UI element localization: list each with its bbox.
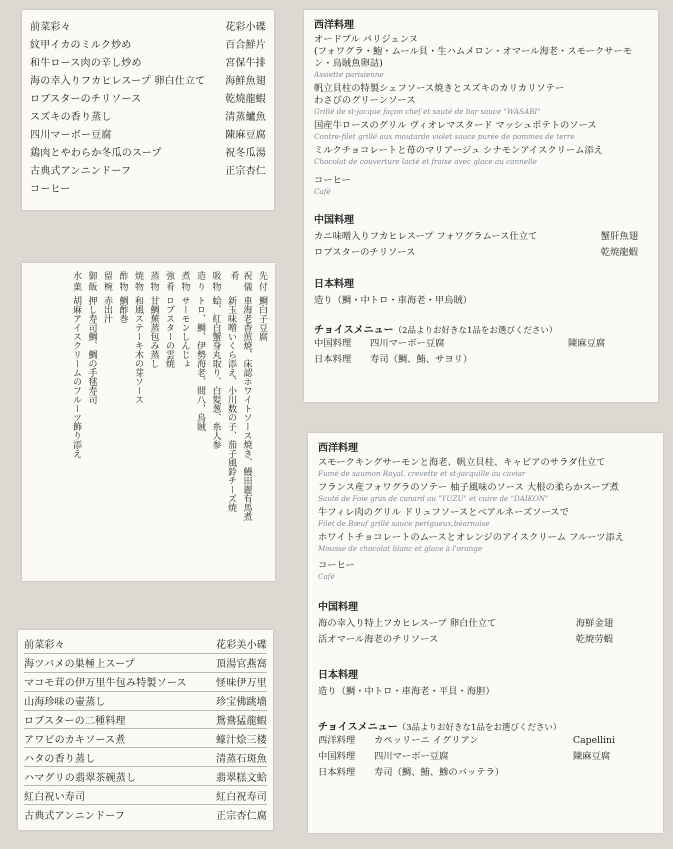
dish-ja: スズキの香り蒸し [30,112,112,124]
dish-cn: 百合鮮片 [225,39,266,51]
dish-ja: ロブスターのチリソース [30,93,142,105]
dish-ja: コーヒー [30,184,71,196]
course-dish: トロ、鯛、伊勢海老、間八、烏賊 [195,296,205,431]
chinese-dish-row [318,616,653,632]
dish-ja: 前菜彩々 [30,21,71,33]
course-category: 焼物 [133,271,143,293]
dish-ja: 紋甲イカのミルク炒め [30,39,132,51]
course-list [24,635,267,824]
kaiseki-course [254,271,270,573]
course-item [30,125,266,143]
course-dish: 鯛白子豆腐 [257,296,267,341]
western-dish-french: Chocolat de couverture lacté et fraise avec glace au cannelle [314,157,537,166]
course-category: 酢物 [117,271,128,293]
dish-cn: 陳麻豆腐 [225,130,266,142]
western-dish: 帆立貝柱の特製シェフソース焼きとスズキのカリカリソテー [314,83,565,94]
japanese-section-heading: 日本料理 [314,279,354,290]
course-item [30,161,266,179]
dish-ja: ロブスターの二種料理 [24,716,126,727]
dish-ja: 古典式アンニンドーフ [24,810,126,822]
dish-ja: 活オマール海老のチリソース [318,634,439,645]
choice-menu-note: （3品よりお好きな1品をお選びください） [397,723,562,733]
dish-ja: 前菜彩々 [24,640,65,652]
western-dish: オードブル パリジェンヌ [314,34,419,45]
course-item [24,673,267,692]
kaiseki-course [145,271,161,573]
dish-cn: 乾焼龍蝦 [600,247,638,258]
course-category: 祝儀肴 [228,271,252,293]
choice-label: 中国料理 [314,338,352,349]
course-item [30,88,266,106]
dish-ja: 海ツバメの巣極上スープ [24,659,135,671]
choice-menu-heading [318,718,653,733]
dish-ja: 紅白祝い寿司 [24,791,86,803]
kaiseki-course [223,271,239,573]
course-category: 造り [195,271,205,293]
kaiseki-course [68,271,84,573]
dish-cn: 怪味伊万里 [216,678,267,690]
western-dish: コーヒー [318,560,355,571]
kaiseki-course [192,271,208,573]
western-dish-french: Mousse de chocolat blanc et glace à l'orange [318,544,483,553]
choice-row [318,765,653,781]
western-dish: コーヒー [314,175,351,186]
western-section-heading: 西洋料理 [318,443,358,454]
western-dish: ホワイトチョコレートのムースとオレンジのアイスクリーム フルーツ添え [318,532,625,543]
dish-ja: 鶏肉とやわらか冬瓜のスープ [30,148,162,160]
western-dish-french: Filet de Bœuf grillé sauce perigueux,béarnaise [318,519,490,528]
international-menu-card-1 [304,10,658,402]
dish-cn: 正宗杏仁 [225,166,266,178]
course-dish: 鯛酢巻 [117,296,128,323]
course-dish: 赤出汁 [102,296,112,323]
dish-ja: ハマグリの翡翠茶碗蒸し [24,772,137,784]
course-item [30,106,266,124]
kaiseki-course [176,271,192,573]
western-dish: 国産牛ロースのグリル ヴィオレマスタード マッシュポテトのソース [314,120,597,131]
dish-ja: 四川マーボー豆腐 [30,130,112,142]
course-item [30,143,266,161]
japanese-section-heading: 日本料理 [318,670,358,681]
choice-dish: 寿司（鯛、鮪、サヨリ） [370,354,473,365]
course-category: 強肴 [164,271,174,293]
japanese-dish [318,684,653,700]
choice-cn: 陳麻豆腐 [568,338,606,349]
course-category: 御飯 [86,271,97,293]
dish-ja: アワビのカキソース煮 [24,734,126,746]
course-dish: 胡麻アイスクリームのフルーツ飾り添え [71,296,81,458]
dish-ja: 古典式アンニンドーフ [30,166,132,178]
western-dish-french: Assiette parisienne [314,70,384,79]
choice-label: 西洋料理 [318,735,356,746]
course-category: 煮物 [179,271,190,293]
western-dish-french: Grillé de st-jacque façon chef et sauté de bar sauce "WASABI" [314,107,541,116]
chinese-section-heading: 中国料理 [314,215,354,226]
course-item [24,635,267,654]
choice-dish: 四川マーボー豆腐 [370,338,445,349]
choice-row [318,749,653,765]
course-dish: サーモンしんじょ [179,296,190,368]
western-dish: 牛フィレ肉のグリル ドリュフソースとベアルネーズソースで [318,507,569,518]
dish-ja: カニ味噌入りフカヒレスープ フォワグラムース仕立て [314,231,538,242]
choice-label: 中国料理 [318,751,356,762]
course-item [24,786,267,805]
choice-menu-title: チョイスメニュー [318,722,398,733]
course-item [24,711,267,730]
western-dish: フランス産フォワグラのソテー 柚子風味のソース 大根の柔らかスープ煮 [318,482,619,493]
dish-cn: 海鮮金翅 [575,618,613,629]
course-item [30,16,266,34]
dish-cn: 珍宝佛跳墻 [216,697,267,709]
dish-cn: 海鮮魚翅 [225,75,266,87]
choice-menu-heading [314,321,648,336]
japanese-dish [314,293,648,309]
dish-cn: 花彩小碟 [225,21,266,33]
western-dish-french: Fumé de saumon Royal, crevette et st-jacquille au caviar [318,469,526,478]
course-item [24,692,267,711]
chinese-section-heading: 中国料理 [318,602,358,613]
choice-menu-note: （2品よりお好きな1品をお選びください） [393,326,558,336]
course-category: 留椀 [102,271,112,293]
kaiseki-course [130,271,146,573]
course-item [30,34,266,52]
choice-dish: 寿司（鯛、鮪、鯵のバッテラ） [374,767,505,778]
course-item [24,654,267,673]
choice-label: 日本料理 [318,767,356,778]
dish-cn: 頂湯官燕窩 [216,659,267,671]
western-dish: ミルクチョコレートと苺のマリアージュ シナモンアイスクリーム添え [314,145,604,156]
choice-cn [573,765,653,781]
course-dish: 車海老香煎焼、床認ホワイトソース焼き、鰻田麗有馬煮 [241,296,252,521]
course-item [24,805,267,824]
western-dish-french: Café [314,187,331,196]
course-list [30,16,266,197]
course-item [30,70,266,88]
kaiseki-menu-card [22,263,275,581]
course-item [24,729,267,748]
dish-ja: 海の幸入り特上フカヒレスープ 卵白仕立て [318,618,497,629]
chinese-course-menu-card [22,10,274,210]
dish-cn: 蟹肝魚翅 [600,231,638,242]
banquet-menu-card [18,630,273,830]
choice-row [318,733,653,749]
kaiseki-course [99,271,115,573]
dish-ja: ハタの香り蒸し [24,753,96,765]
dish-cn: 紅白祝寿司 [216,791,267,803]
course-item [30,179,266,197]
choice-cn: Capellini [573,735,615,746]
course-dish: 和風ステーキ木の芽ソース [133,296,143,404]
course-dish: 蛤、紅白蟹身丸取り、白髪葱、糸人参 [210,296,221,449]
dish-ja: 和牛ロース肉の辛し炒め [30,57,142,69]
dish-cn: 蠔汁烩三楼 [216,734,267,746]
western-section-heading: 西洋料理 [314,20,354,31]
choice-label: 日本料理 [314,354,352,365]
western-dish: (フォワグラ・鮑・ムール貝・生ハムメロン・オマール海老・スモークサーモン・烏賊魚卵詰) [314,46,633,69]
course-item [24,748,267,767]
western-dish: わさびのグリーンソース [314,95,416,106]
western-dish: スモークキングサーモンと海老、帆立貝柱、キャビアのサラダ仕立て [318,457,606,468]
chinese-dish-row [318,632,653,648]
course-item [30,52,266,70]
course-category: 水菓 [71,271,81,293]
kaiseki-course [114,271,130,573]
western-dish-french: Café [318,572,335,581]
international-menu-card-2 [308,433,663,833]
kaiseki-columns [68,271,270,573]
course-category: 吸物 [210,271,221,293]
japanese-dish-text: 造り（鯛・中トロ・車海老・平貝・海胆） [318,686,495,697]
chinese-dish-row [314,245,648,261]
japanese-dish-text: 造り（鯛・中トロ・車海老・甲烏賊） [314,295,473,306]
dish-cn: 花彩美小碟 [216,640,267,652]
choice-cn [568,352,648,368]
dish-cn: 清蒸鱸魚 [225,112,266,124]
dish-ja: 山海珍味の壷蒸し [24,697,106,709]
kaiseki-course [83,271,99,573]
kaiseki-course [207,271,223,573]
dish-cn: 正宗杏仁腐 [216,810,267,822]
dish-cn: 乾燒龍蝦 [225,93,266,105]
course-item [24,767,267,786]
choice-row [314,352,648,368]
dish-cn: 清蒸石斑魚 [216,753,267,765]
course-category: 蒸物 [148,271,159,293]
course-dish: 押し寿司鯛、鯛の手毬寿司 [86,296,97,404]
dish-cn: 鴛鴦猛龍蝦 [216,716,267,727]
dish-ja: ロブスターのチリソース [314,247,416,258]
dish-cn: 翡翠糕文蛤 [216,772,267,784]
dish-cn: 宮保牛排 [225,57,266,69]
choice-dish: カペッリーニ イグリアン [374,735,479,746]
choice-dish: 四川マーボー豆腐 [374,751,449,762]
kaiseki-course [161,271,177,573]
course-category: 先付 [257,271,267,293]
western-dish-french: Sauté de Foie gras de canard au "YUZU" et cuire de "DAIKON" [318,494,549,503]
dish-ja: マコモ茸の伊万里牛包み特製ソース [24,678,187,690]
course-dish: 甘鯛蕪蒸包み蒸し [148,296,159,368]
chinese-dish-row [314,229,648,245]
choice-menu-title: チョイスメニュー [314,325,394,336]
course-dish: 新玉味噌いくら添え、小川数の子、茄子風鈴チーズ焼 [226,296,236,512]
dish-cn: 乾焼劳蝦 [575,634,613,645]
dish-cn: 祝冬瓜湯 [225,148,266,160]
choice-row [314,336,648,352]
course-dish: ロブスターの雲焼 [164,296,174,368]
dish-ja: 海の幸入りフカヒレスープ 卵白仕立て [30,75,206,87]
western-dish-french: Contre-filet grillé aux moutarde violet sauce purée de pommes de terre [314,132,575,141]
choice-cn: 陳麻豆腐 [573,751,611,762]
